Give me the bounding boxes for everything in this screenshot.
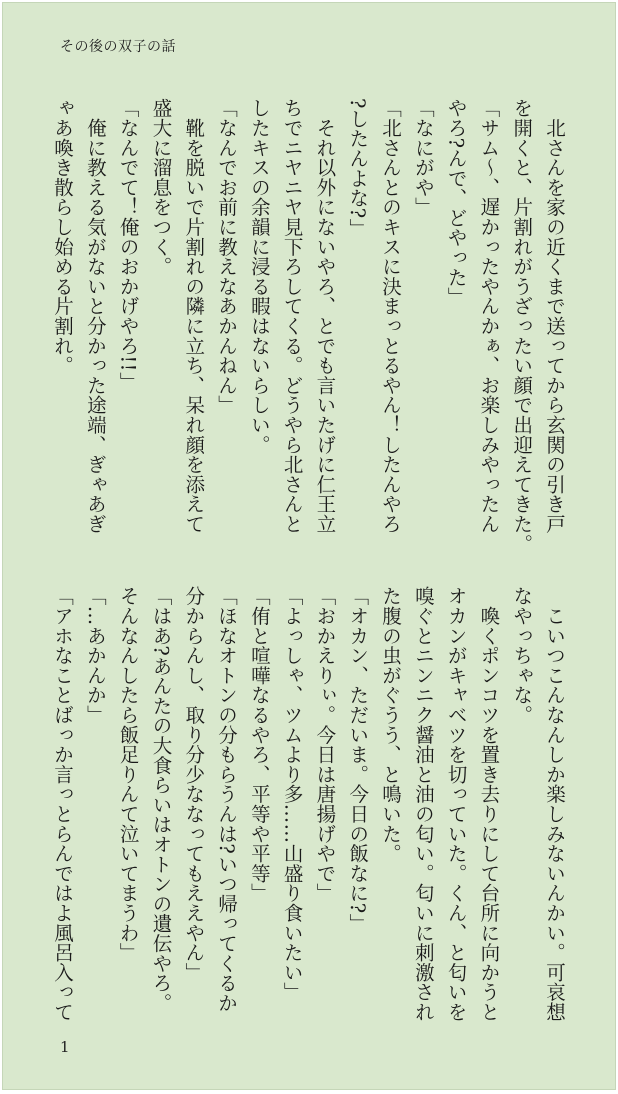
text-line: こいつこんなんしか楽しみないんかい。可哀想 <box>543 586 566 1022</box>
text-line: ゃあ喚き散らし始める片割れ。 <box>51 98 75 376</box>
text-line: 「おかえりぃ。今日は唐揚げやで」 <box>313 586 337 903</box>
text-line: を開くと、片割れがうざったい顔で出迎えてきた。 <box>510 98 534 554</box>
text-line: 嗅ぐとニンニク醤油と油の匂い。匂いに刺激され <box>411 586 435 1022</box>
text-line: ?したんよな?」 <box>346 98 370 239</box>
novel-page <box>2 2 616 1090</box>
text-line: 「なんでて！俺のおかげやろ!!」 <box>116 98 140 392</box>
text-line: 「はあ?あんたの大食らいはオトンの遺伝やろ。 <box>149 586 173 1013</box>
text-line: 俺に教える気がないと分かった途端、ぎゃあぎ <box>83 98 107 534</box>
text-line: 「侑と喧嘩なるやろ、平等や平等」 <box>247 586 271 903</box>
text-line: 「なにがや」 <box>411 98 435 217</box>
text-line: 「サム～、遅かったやんかぁ、お楽しみやったん <box>477 98 501 534</box>
text-line: 分からんし、取り分少ななってもええやん」 <box>182 586 206 982</box>
text-line: なやっちゃな。 <box>510 586 534 725</box>
text-line: 「よっしゃ、ツムより多……山盛り食いたい」 <box>280 586 304 1002</box>
text-line: 「アホなことばっか言っとらんではよ風呂入って <box>51 586 75 1022</box>
text-line: オカンがキャベツを切っていた。くん、と匂いを <box>444 586 468 1022</box>
text-line: 喚くポンコツを置き去りにして台所に向かうと <box>477 586 501 1022</box>
text-line: 盛大に溜息をつく。 <box>149 98 173 277</box>
text-block-top <box>51 98 570 554</box>
text-block-bottom <box>51 586 570 1022</box>
text-line: 「…あかんか」 <box>83 586 107 725</box>
text-line: ちでニヤニヤ見下ろしてくる。どうやら北さんと <box>280 98 304 534</box>
text-line: 北さんを家の近くまで送ってから玄関の引き戸 <box>543 98 566 534</box>
running-title: その後の双子の話 <box>60 39 176 55</box>
text-line: そんなんしたら飯足りんて泣いてまうわ」 <box>116 586 140 963</box>
text-line: それ以外にないやろ、とでも言いたげに仁王立 <box>313 98 337 534</box>
text-line: 「オカン、ただいま。今日の飯なに?」 <box>346 586 370 934</box>
text-line: 「ほなオトンの分もらうんは?いつ帰ってくるか <box>215 586 239 1013</box>
text-line: た腹の虫がぐうう、と鳴いた。 <box>379 586 403 864</box>
page-number: 1 <box>60 1038 70 1056</box>
text-line: 「なんでお前に教えなあかんねん」 <box>215 98 239 415</box>
text-line: したキスの余韻に浸る暇はないらしい。 <box>247 98 271 455</box>
text-line: 「北さんとのキスに決まっとるやん！したんやろ <box>379 98 403 534</box>
text-line: やろ?んで、どやった」 <box>444 98 468 307</box>
text-line: 靴を脱いで片割れの隣に立ち、呆れ顔を添えて <box>182 98 206 534</box>
